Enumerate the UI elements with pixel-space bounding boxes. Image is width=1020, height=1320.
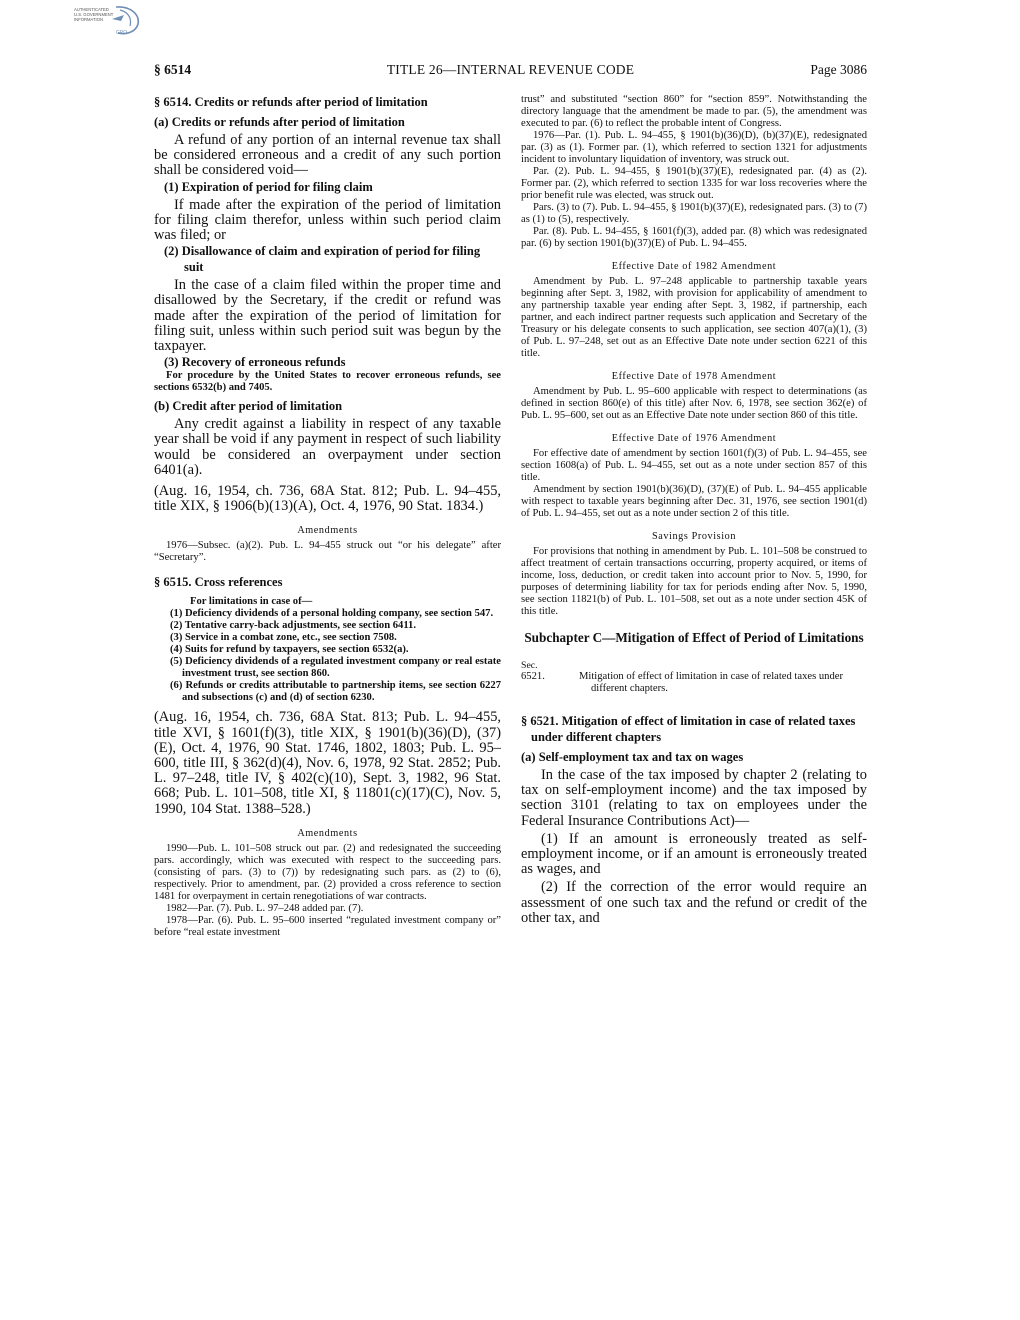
source-citation-6515: (Aug. 16, 1954, ch. 736, 68A Stat. 813; Pub. L. 94–455, title XVI, § 1601(f)(3), title XIX, § 1901(b)(36)(D), (37)(E), Oct. 4, 1976, 90 Stat. 1746, 1802, 1803; Pub. L. 95–600, title III, § 362(d)(4), Nov. 6, 1978, 92 Stat. 2852; Pub. L. 97–248, title IV, § 402(c)(10), Sept. 3, 1982, 96 Stat. 668; Pub. L. 101–508, title XI, § 11801(c)(17)(C), Nov. 5, 1990, 104 Stat. 1388–528.) [154,709,501,817]
header-page-number: Page 3086 [810,62,867,77]
savings-provision-text: For provisions that nothing in amendment by Pub. L. 101–508 be construed to affect treatment of certain transactions occurring, property acquired, or items of income, loss, deduction, or credit taken into account prior to Nov. 5, 1990, for purposes of determining liability for tax for periods ending after Nov. 5, 1990, see section 11821(b) of Pub. L. 101–508, set out as a note under section 45K of this title. [521,546,867,617]
amendments-caption: Amendments [297,525,358,537]
paragraph-1-text: If made after the expiration of the period of limitation for filing claim therefor, unless within such period claim was filed; or [154,196,501,244]
amendment-note-1976-par2: Par. (2). Pub. L. 94–455, § 1901(b)(37)(E), redesignated par. (4) as (2). Former par. (2), which referred to section 1335 for war loss recoveries where the prior benefit rule was elected, was struck out. [521,166,867,201]
header-title: TITLE 26—INTERNAL REVENUE CODE [386,62,635,77]
section-6521-heading: § 6521. Mitigation of effect of limitation in case of related taxes under different chapters [521,714,856,744]
running-header [154,62,867,80]
amendment-note-1976-pars3-7: Pars. (3) to (7). Pub. L. 94–455, § 1901(b)(37)(E), redesignated pars. (3) to (7) as (1) to (5), respectively. [521,202,867,225]
effective-date-1982-caption: Effective Date of 1982 Amendment [611,261,777,272]
source-citation-6514: (Aug. 16, 1954, ch. 736, 68A Stat. 812; Pub. L. 94–455, title XIX, § 1906(b)(13)(A), Oct. 4, 1976, 90 Stat. 1834.) [154,483,501,515]
cross-reference-4: (4) Suits for refund by taxpayers, see section 6532(a). [170,644,409,656]
gpo-authentication-seal [72,4,144,38]
paragraph-1-heading: (1) Expiration of period for filing claim [164,179,373,194]
savings-provision-caption: Savings Provision [651,531,737,542]
seal-line4: GPO [116,30,128,36]
section-6521-subsection-a-text: In the case of the tax imposed by chapter 2 (relating to tax on self-employment income) and the tax imposed by section 3101 (relating to tax on employees under the Federal Insurance Contributions Act)— [521,767,867,829]
paragraph-3-text: For procedure by the United States to recover erroneous refunds, see sections 6532(b) and 7405. [154,370,501,394]
effective-date-1978-caption: Effective Date of 1978 Amendment [611,371,777,382]
amendment-note-1976-par1: 1976—Par. (1). Pub. L. 94–455, § 1901(b)(36)(D), (b)(37)(E), redesignated par. (3) as (1). Former par. (1), which referred to section 1321 for adjustments incident to involuntary liquidation of inventory, was struck out. [521,130,867,165]
amendment-note-1976: 1976—Subsec. (a)(2). Pub. L. 94–455 struck out “or his delegate” after “Secretary”. [154,540,501,564]
paragraph-2-text: In the case of a claim filed within the proper time and disallowed by the Secretary, if the credit or refund was made after the expiration of the period of limitation for filing suit, unless within such period suit was begun by the taxpayer. [154,277,501,355]
subsection-b-heading: (b) Credit after period of limitation [154,399,343,414]
cross-reference-intro: For limitations in case of— [190,596,313,608]
header-section: § 6514 [154,62,192,77]
cross-reference-6: (6) Refunds or credits attributable to partnership items, see section 6227 and subsections (c) and (d) of section 6230. [170,680,501,704]
cross-reference-3: (3) Service in a combat zone, etc., see section 7508. [170,632,397,644]
toc-entry-text: Mitigation of effect of limitation in case of related taxes under different chapters. [579,671,843,694]
left-column [154,94,501,939]
section-6515-heading: § 6515. Cross references [154,575,283,590]
section-6521-paragraph-2-text: (2) If the correction of the error would require an assessment of one such tax and the refund or credit of the other tax, and [521,879,867,926]
seal-line1: AUTHENTICATED [74,7,109,12]
cross-reference-1: (1) Deficiency dividends of a personal holding company, see section 547. [170,608,494,620]
paragraph-3-heading: (3) Recovery of erroneous refunds [164,355,346,370]
subsection-b-text: Any credit against a liability in respect of any taxable year shall be void if any payment in respect of such liability would be considered an overpayment under section 6401(a). [154,416,501,478]
amendment-note-1976-par8: Par. (8). Pub. L. 94–455, § 1601(f)(3), added par. (8) which was redesignated par. (6) by section 1901(b)(37)(E) of Pub. L. 94–455. [521,226,867,249]
section-6514-heading: § 6514. Credits or refunds after period of limitation [154,95,428,109]
amendment-note-1990: 1990—Pub. L. 101–508 struck out par. (2) and redesignated the succeeding pars. accordingly, which was executed with respect to the succeeding pars. (consisting of pars. (3) to (7)) by redesignating such pars. as (2) to (6), respectively. Prior to amendment, par. (2) provided a cross reference to section 1481 for overpayment in certain renegotiations of war contracts. [154,842,501,902]
section-6521-paragraph-1-text: (1) If an amount is erroneously treated as self-employment income, or if an amount is erroneously treated as wages, and [521,830,867,878]
subsection-a-heading: (a) Credits or refunds after period of limitation [154,115,405,129]
seal-line2: U.S. GOVERNMENT [74,12,114,17]
effective-date-1978-text: Amendment by Pub. L. 95–600 applicable with respect to determinations (as defined in section 860(e) of this title) after Nov. 6, 1978, see section 362(e) of Pub. L. 95–600, set out as an Effective Date note under section 860 of this title. [521,386,867,421]
amendment-note-1982: 1982—Par. (7). Pub. L. 97–248 added par. (7). [166,902,364,914]
cross-reference-5: (5) Deficiency dividends of a regulated investment company or real estate investment trust, see section 860. [170,656,501,680]
section-6521-subsection-a-heading: (a) Self-employment tax and tax on wages [521,750,744,764]
toc-entry-number: 6521. [521,671,545,682]
effective-date-1982-text: Amendment by Pub. L. 97–248 applicable to partnership taxable years beginning after Sept. 3, 1982, with provision for applicability of amendment to any partnership taxable year ending after Sept. 3, 1982, if partnership, each partner, and each indirect partner requests such application and Secretary of the Treasury or his delegate consents to such application, see section 407(a)(1), (3) of Pub. L. 97–248, set out as an Effective Date note under section 6221 of this title. [521,276,867,359]
right-column [521,94,867,926]
subsection-a-text: A refund of any portion of an internal revenue tax shall be considered erroneous and a credit of any such portion shall be considered void— [154,132,501,179]
amendment-note-1978-continued: trust” and substituted “section 860” for “section 859”. Notwithstanding the directory language that the amendment be made to par. (5), the amendment was executed to par. (6) to reflect the probable intent of Congress. [521,94,867,129]
effective-date-1976-text-1: For effective date of amendment by section 1601(f)(3) of Pub. L. 94–455, see section 1608(a) of Pub. L. 94–455, set out as a note under section 857 of this title. [521,448,867,483]
amendments-caption-2: Amendments [297,827,358,839]
subchapter-c-heading: Subchapter C—Mitigation of Effect of Period of Limitations [524,630,864,645]
amendment-note-1978: 1978—Par. (6). Pub. L. 95–600 inserted “regulated investment company or” before “real estate investment [154,914,501,938]
paragraph-2-heading: (2) Disallowance of claim and expiration of period for filing suit [164,244,481,275]
cross-reference-2: (2) Tentative carry-back adjustments, see section 6411. [170,620,416,632]
effective-date-1976-text-2: Amendment by section 1901(b)(36)(D), (37)(E) of Pub. L. 94–455 applicable with respect to taxable years beginning after Dec. 31, 1976, see section 1901(d) of Pub. L. 94–455, set out as a note under section 2 of this title. [521,484,867,519]
toc-sec-label: Sec. [521,660,538,671]
seal-line3: INFORMATION [74,17,103,22]
effective-date-1976-caption: Effective Date of 1976 Amendment [611,433,777,444]
toc-entry-6521 [521,671,867,695]
